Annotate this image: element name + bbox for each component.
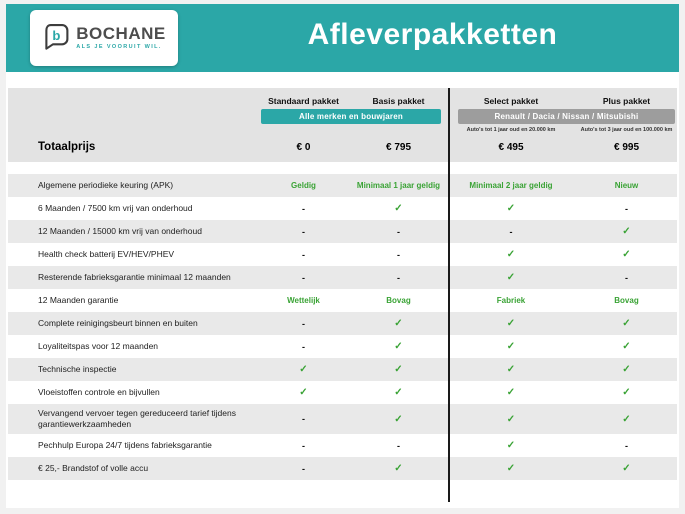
check-icon: ✓ [506, 272, 516, 283]
dash-value: - [625, 440, 628, 451]
check-icon: ✓ [394, 413, 403, 425]
check-icon: ✓ [299, 387, 308, 398]
check-icon: ✓ [506, 440, 516, 452]
check-icon: ✓ [506, 341, 516, 352]
check-icon: ✓ [506, 387, 516, 398]
dash-value: - [302, 272, 305, 283]
check-icon: ✓ [394, 341, 403, 352]
price-standaard: € 0 [296, 141, 311, 153]
dash-value: - [302, 226, 305, 237]
text-value: Minimaal 1 jaar geldig [356, 181, 441, 190]
price-select: € 495 [498, 141, 524, 153]
total-price-label: Totaalprijs [38, 141, 96, 153]
check-icon: ✓ [506, 318, 516, 329]
text-value: Minimaal 2 jaar geldig [469, 181, 553, 190]
dash-value: - [397, 249, 400, 260]
table-row [8, 404, 677, 434]
text-value: Geldig [291, 181, 316, 190]
bochane-logo-icon [42, 22, 70, 55]
row-label: Pechhulp Europa 24/7 tijdens fabrieksgarantie [38, 440, 212, 451]
check-icon: ✓ [622, 341, 631, 352]
table-row [8, 220, 677, 243]
check-icon: ✓ [394, 364, 403, 375]
table-row [8, 266, 677, 289]
group-badges-row [8, 108, 677, 125]
packages-table [8, 88, 677, 480]
dash-value: - [397, 272, 400, 283]
dash-value: - [625, 272, 628, 283]
captions-row [8, 125, 677, 135]
row-label: Loyaliteitspas voor 12 maanden [38, 340, 159, 351]
check-icon: ✓ [622, 249, 631, 260]
badge-renault-dacia-nissan-mitsubishi: Renault / Dacia / Nissan / Mitsubishi [458, 109, 675, 124]
text-value: Bovag [614, 296, 639, 305]
logo-brand: BOCHANE [76, 24, 166, 44]
row-label: € 25,- Brandstof of volle accu [38, 463, 149, 474]
check-icon: ✓ [506, 413, 516, 425]
header-band [6, 4, 679, 72]
logo-tagline: ALS JE VOORUIT WIL. [76, 44, 162, 51]
price-plus: € 995 [613, 141, 640, 153]
dash-value: - [302, 440, 305, 451]
caption-select: Auto's tot 1 jaar oud en 20.000 km [466, 127, 556, 133]
afleverpakketten-page [6, 4, 679, 508]
check-icon: ✓ [622, 226, 631, 237]
table-body [8, 174, 677, 480]
text-value: Fabriek [496, 296, 526, 305]
column-divider [448, 88, 450, 502]
dash-value: - [302, 318, 305, 329]
row-label: Algemene periodieke keuring (APK) [38, 179, 174, 190]
bochane-logo [30, 10, 178, 66]
total-price-row [8, 138, 677, 156]
table-header [8, 88, 677, 162]
badge-alle-merken: Alle merken en bouwjaren [261, 109, 441, 124]
dash-value: - [302, 463, 305, 474]
table-row [8, 335, 677, 358]
row-label: 12 Maanden / 15000 km vrij van onderhoud [38, 225, 202, 236]
column-header-standaard: Standaard pakket [268, 96, 339, 106]
dash-value: - [302, 249, 305, 260]
column-header-basis: Basis pakket [372, 96, 425, 106]
dash-value: - [302, 341, 305, 352]
check-icon: ✓ [506, 364, 516, 375]
check-icon: ✓ [506, 249, 516, 260]
table-row [8, 457, 677, 480]
check-icon: ✓ [622, 387, 631, 398]
check-icon: ✓ [622, 318, 631, 329]
check-icon: ✓ [622, 413, 631, 425]
row-label: Resterende fabrieksgarantie minimaal 12 maanden [38, 271, 231, 282]
row-label: 6 Maanden / 7500 km vrij van onderhoud [38, 202, 193, 213]
page-title: Afleverpakketten [307, 18, 558, 51]
check-icon: ✓ [394, 463, 403, 475]
table-row [8, 243, 677, 266]
row-label: 12 Maanden garantie [38, 294, 119, 305]
table-row [8, 358, 677, 381]
column-header-plus: Plus pakket [602, 96, 651, 106]
check-icon: ✓ [506, 203, 516, 214]
text-value: Wettelijk [287, 296, 320, 305]
caption-plus: Auto's tot 3 jaar oud en 100.000 km [580, 127, 673, 133]
check-icon: ✓ [394, 318, 403, 329]
dash-value: - [625, 203, 628, 214]
row-label: Health check batterij EV/HEV/PHEV [38, 248, 175, 259]
table-row [8, 312, 677, 335]
check-icon: ✓ [299, 364, 308, 375]
column-header-select: Select pakket [483, 96, 539, 106]
text-value: Bovag [386, 296, 411, 305]
text-value: Nieuw [614, 181, 639, 190]
dash-value: - [302, 414, 305, 425]
table-row [8, 289, 677, 312]
dash-value: - [302, 203, 305, 214]
price-basis: € 795 [385, 141, 412, 153]
column-headers-row [8, 93, 677, 108]
svg-text:b: b [52, 27, 61, 43]
row-label: Vervangend vervoer tegen gereduceerd tarief tijdens garantiewerkzaamheden [38, 408, 236, 430]
check-icon: ✓ [622, 463, 631, 475]
check-icon: ✓ [506, 463, 516, 475]
check-icon: ✓ [394, 203, 403, 214]
check-icon: ✓ [394, 387, 403, 398]
dash-value: - [509, 226, 513, 237]
table-row [8, 381, 677, 404]
row-label: Vloeistoffen controle en bijvullen [38, 386, 160, 397]
dash-value: - [397, 226, 400, 237]
row-label: Complete reinigingsbeurt binnen en buiten [38, 317, 198, 328]
table-row [8, 197, 677, 220]
dash-value: - [397, 440, 400, 451]
row-label: Technische inspectie [38, 363, 117, 374]
table-row [8, 174, 677, 197]
check-icon: ✓ [622, 364, 631, 375]
table-row [8, 434, 677, 457]
